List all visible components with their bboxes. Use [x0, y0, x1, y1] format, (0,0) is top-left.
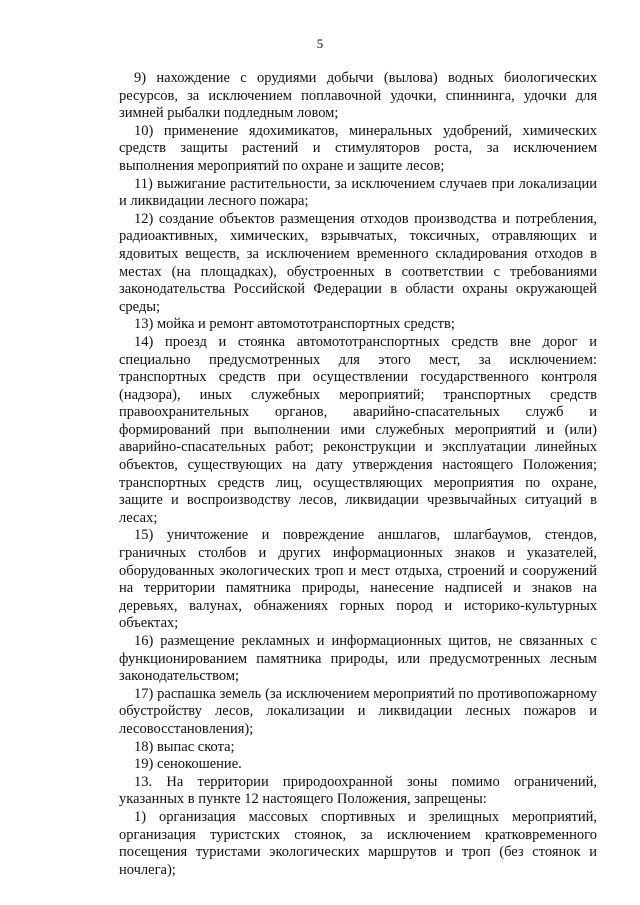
paragraph-item-11: 11) выжигание растительности, за исключением случаев при локализации и ликвидации лесного пожара;	[119, 175, 597, 210]
paragraph-item-15: 15) уничтожение и повреждение аншлагов, шлагбаумов, стендов, граничных столбов и других информационных знаков и указателей, оборудованных экологических троп и мест отдыха, строений и сооружений на территории памятника природы, нанесение надписей и знаков на деревьях, валунах, обнажениях горных пород и историко-культурных объектах;	[119, 527, 597, 632]
page-number: 5	[316, 36, 324, 51]
paragraph-subitem-1: 1) организация массовых спортивных и зрелищных мероприятий, организация туристских стоянок, за исключением кратковременного посещения туристами экологических маршрутов и троп (без стоянок и ночлега);	[119, 808, 597, 878]
paragraph-item-19: 19) сенокошение.	[134, 756, 242, 773]
paragraph-item-17: 17) распашка земель (за исключением мероприятий по противопожарному обустройству лесов, локализации и ликвидации лесных пожаров и лесовосстановления);	[119, 685, 597, 737]
paragraph-item-13: 13) мойка и ремонт автомототранспортных средств;	[134, 316, 455, 333]
section-13-heading: 13. На территории природоохранной зоны помимо ограничений, указанных в пункте 12 настоящего Положения, запрещены:	[119, 773, 597, 808]
paragraph-item-10: 10) применение ядохимикатов, минеральных удобрений, химических средств защиты растений и стимуляторов роста, за исключением выполнения мероприятий по охране и защите лесов;	[119, 122, 597, 174]
paragraph-item-9: 9) нахождение с орудиями добычи (вылова) водных биологических ресурсов, за исключением поплавочной удочки, спиннинга, удочки для зимней рыбалки подледным ловом;	[119, 70, 597, 122]
paragraph-item-14: 14) проезд и стоянка автомототранспортных средств вне дорог и специально предусмотренных для этого мест, за исключением: транспортных средств при осуществлении государственного контроля (надзора), иных служебных мероприятий; транспортных средств правоохранительных органов, аварийно-спасательных служб и формирований при выполнении ими служебных мероприятий и (или) аварийно-спасательных работ; реконструкции и эксплуатации линейных объектов, существующих на дату утверждения настоящего Положения; транспортных средств лиц, осуществляющих мероприятия по охране, защите и воспроизводству лесов, ликвидации чрезвычайных ситуаций в лесах;	[119, 333, 597, 526]
paragraph-item-16: 16) размещение рекламных и информационных щитов, не связанных с функционированием памятника природы, или предусмотренных лесным законодательством;	[119, 633, 597, 685]
document-body	[119, 70, 597, 879]
paragraph-item-12: 12) создание объектов размещения отходов производства и потребления, радиоактивных, химических, взрывчатых, токсичных, отравляющих и ядовитых веществ, за исключением временного складирования отходов в местах (на площадках), обустроенных в соответствии с требованиями законодательства Российской Федерации в области охраны окружающей среды;	[119, 210, 597, 315]
paragraph-item-18: 18) выпас скота;	[134, 738, 235, 755]
